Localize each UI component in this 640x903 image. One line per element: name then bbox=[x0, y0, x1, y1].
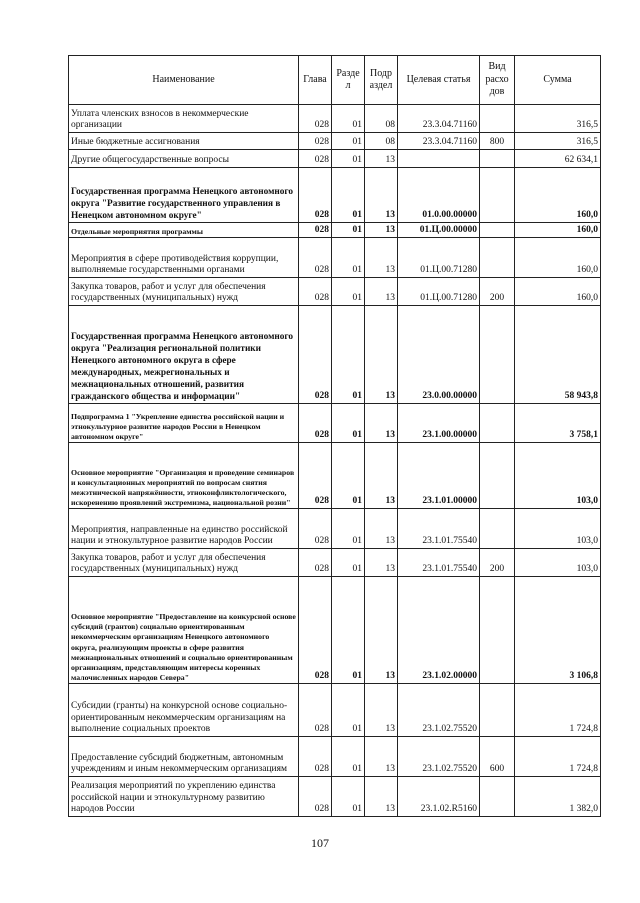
row-razdel: 01 bbox=[332, 150, 365, 168]
row-razdel: 01 bbox=[332, 549, 365, 577]
row-glava: 028 bbox=[299, 133, 332, 150]
row-vid bbox=[480, 777, 515, 817]
row-podrazdel: 13 bbox=[365, 684, 398, 737]
row-sum: 103,0 bbox=[515, 549, 601, 577]
table-row bbox=[69, 443, 601, 509]
row-sum: 160,0 bbox=[515, 168, 601, 223]
row-podrazdel: 13 bbox=[365, 306, 398, 404]
row-target: 01.0.00.00000 bbox=[398, 168, 480, 223]
row-target: 23.1.00.00000 bbox=[398, 404, 480, 443]
row-podrazdel: 13 bbox=[365, 150, 398, 168]
row-name: Мероприятия в сфере противодействия коррупции, выполняемые государственными органами bbox=[69, 238, 299, 278]
row-razdel: 01 bbox=[332, 133, 365, 150]
row-vid bbox=[480, 306, 515, 404]
row-glava: 028 bbox=[299, 577, 332, 684]
row-target: 23.1.02.R5160 bbox=[398, 777, 480, 817]
row-sum: 1 724,8 bbox=[515, 737, 601, 777]
table-row bbox=[69, 105, 601, 133]
table-row bbox=[69, 223, 601, 238]
row-vid bbox=[480, 150, 515, 168]
row-target: 23.1.01.00000 bbox=[398, 443, 480, 509]
header-row bbox=[69, 56, 601, 105]
row-podrazdel: 08 bbox=[365, 105, 398, 133]
table-row bbox=[69, 168, 601, 223]
row-razdel: 01 bbox=[332, 577, 365, 684]
table-row bbox=[69, 238, 601, 278]
row-vid: 200 bbox=[480, 549, 515, 577]
row-podrazdel: 13 bbox=[365, 549, 398, 577]
row-vid bbox=[480, 168, 515, 223]
row-sum: 3 758,1 bbox=[515, 404, 601, 443]
row-sum: 1 382,0 bbox=[515, 777, 601, 817]
row-target: 23.1.02.75520 bbox=[398, 737, 480, 777]
row-sum: 58 943,8 bbox=[515, 306, 601, 404]
row-vid bbox=[480, 223, 515, 238]
header-razdel: Разде л bbox=[332, 56, 365, 105]
row-sum: 160,0 bbox=[515, 238, 601, 278]
row-razdel: 01 bbox=[332, 306, 365, 404]
row-name: Закупка товаров, работ и услуг для обеспечения государственных (муниципальных) нужд bbox=[69, 549, 299, 577]
row-vid bbox=[480, 443, 515, 509]
header-vid: Вид расхо дов bbox=[480, 56, 515, 105]
row-target: 01.Ц.00.00000 bbox=[398, 223, 480, 238]
row-glava: 028 bbox=[299, 168, 332, 223]
row-sum: 160,0 bbox=[515, 278, 601, 306]
table-row bbox=[69, 150, 601, 168]
row-razdel: 01 bbox=[332, 105, 365, 133]
table-row bbox=[69, 549, 601, 577]
row-glava: 028 bbox=[299, 737, 332, 777]
row-name: Уплата членских взносов в некоммерческие организации bbox=[69, 105, 299, 133]
row-podrazdel: 13 bbox=[365, 443, 398, 509]
row-vid bbox=[480, 238, 515, 278]
header-target: Целевая статья bbox=[398, 56, 480, 105]
table-row bbox=[69, 306, 601, 404]
row-podrazdel: 13 bbox=[365, 168, 398, 223]
table-row bbox=[69, 509, 601, 549]
row-podrazdel: 13 bbox=[365, 238, 398, 278]
row-razdel: 01 bbox=[332, 737, 365, 777]
header-glava: Глава bbox=[299, 56, 332, 105]
row-vid: 800 bbox=[480, 133, 515, 150]
row-glava: 028 bbox=[299, 223, 332, 238]
row-name: Другие общегосударственные вопросы bbox=[69, 150, 299, 168]
row-sum: 3 106,8 bbox=[515, 577, 601, 684]
row-glava: 028 bbox=[299, 684, 332, 737]
row-sum: 103,0 bbox=[515, 443, 601, 509]
budget-table bbox=[68, 55, 601, 817]
row-podrazdel: 08 bbox=[365, 133, 398, 150]
row-razdel: 01 bbox=[332, 443, 365, 509]
row-target: 23.3.04.71160 bbox=[398, 105, 480, 133]
row-razdel: 01 bbox=[332, 168, 365, 223]
header-name: Наименование bbox=[69, 56, 299, 105]
row-glava: 028 bbox=[299, 105, 332, 133]
row-glava: 028 bbox=[299, 549, 332, 577]
row-podrazdel: 13 bbox=[365, 577, 398, 684]
row-glava: 028 bbox=[299, 777, 332, 817]
row-podrazdel: 13 bbox=[365, 278, 398, 306]
row-podrazdel: 13 bbox=[365, 777, 398, 817]
row-podrazdel: 13 bbox=[365, 737, 398, 777]
row-sum: 1 724,8 bbox=[515, 684, 601, 737]
row-target: 23.1.02.75520 bbox=[398, 684, 480, 737]
row-name: Государственная программа Ненецкого автономного округа "Развитие государственного управления в Ненецком автономном округе" bbox=[69, 168, 299, 223]
row-name: Реализация мероприятий по укреплению единства российской нации и этнокультурному развитию народов России bbox=[69, 777, 299, 817]
row-razdel: 01 bbox=[332, 238, 365, 278]
row-razdel: 01 bbox=[332, 777, 365, 817]
row-target: 01.Ц.00.71280 bbox=[398, 278, 480, 306]
row-target: 23.3.04.71160 bbox=[398, 133, 480, 150]
table-row bbox=[69, 737, 601, 777]
row-target: 23.0.00.00000 bbox=[398, 306, 480, 404]
row-name: Подпрограмма 1 "Укрепление единства российской нации и этнокультурное развитие народов России в Ненецком автономном округе" bbox=[69, 404, 299, 443]
row-glava: 028 bbox=[299, 238, 332, 278]
row-vid bbox=[480, 577, 515, 684]
header-sum: Сумма bbox=[515, 56, 601, 105]
page-number: 107 bbox=[311, 836, 329, 850]
row-target: 23.1.01.75540 bbox=[398, 549, 480, 577]
row-vid bbox=[480, 684, 515, 737]
row-glava: 028 bbox=[299, 278, 332, 306]
header-podrazdel: Подр аздел bbox=[365, 56, 398, 105]
row-glava: 028 bbox=[299, 404, 332, 443]
row-name: Отдельные мероприятия программы bbox=[69, 223, 299, 238]
row-razdel: 01 bbox=[332, 404, 365, 443]
row-sum: 316,5 bbox=[515, 105, 601, 133]
row-podrazdel: 13 bbox=[365, 404, 398, 443]
row-name: Мероприятия, направленные на единство российской нации и этнокультурное развитие народов России bbox=[69, 509, 299, 549]
row-razdel: 01 bbox=[332, 684, 365, 737]
row-target: 23.1.01.75540 bbox=[398, 509, 480, 549]
row-target: 01.Ц.00.71280 bbox=[398, 238, 480, 278]
table-row bbox=[69, 278, 601, 306]
row-podrazdel: 13 bbox=[365, 509, 398, 549]
row-target: 23.1.02.00000 bbox=[398, 577, 480, 684]
row-glava: 028 bbox=[299, 306, 332, 404]
row-name: Основное мероприятие "Предоставление на конкурсной основе субсидий (грантов) социально ориентированным некоммерческим организациям Ненецкого автономного округа, реализующим проекты в сфере развития межнациональных отношений и социально ориентированным организациям, представляющим интересы коренных малочисленных народов Севера" bbox=[69, 577, 299, 684]
row-sum: 160,0 bbox=[515, 223, 601, 238]
row-podrazdel: 13 bbox=[365, 223, 398, 238]
row-razdel: 01 bbox=[332, 278, 365, 306]
row-name: Предоставление субсидий бюджетным, автономным учреждениям и иным некоммерческим организациям bbox=[69, 737, 299, 777]
row-vid bbox=[480, 404, 515, 443]
row-name: Субсидии (гранты) на конкурсной основе социально-ориентированным некоммерческим организациям на выполнение социальных проектов bbox=[69, 684, 299, 737]
row-sum: 62 634,1 bbox=[515, 150, 601, 168]
row-sum: 103,0 bbox=[515, 509, 601, 549]
row-name: Основное мероприятие "Организация и проведение семинаров и консультационных мероприятий по вопросам снятия межэтнической напряжённости, этноконфликтологического, искоренению проявлений экстремизма, национальной розни" bbox=[69, 443, 299, 509]
row-glava: 028 bbox=[299, 443, 332, 509]
table-row bbox=[69, 777, 601, 817]
row-sum: 316,5 bbox=[515, 133, 601, 150]
row-glava: 028 bbox=[299, 509, 332, 549]
table-row bbox=[69, 577, 601, 684]
row-vid: 200 bbox=[480, 278, 515, 306]
row-name: Закупка товаров, работ и услуг для обеспечения государственных (муниципальных) нужд bbox=[69, 278, 299, 306]
row-name: Государственная программа Ненецкого автономного округа "Реализация региональной политики Ненецкого автономного округа в сфере международных, межрегиональных и межнациональных отношений, развития гражданского общества и информации" bbox=[69, 306, 299, 404]
table-row bbox=[69, 684, 601, 737]
row-vid bbox=[480, 105, 515, 133]
row-target bbox=[398, 150, 480, 168]
table-row bbox=[69, 133, 601, 150]
table-row bbox=[69, 404, 601, 443]
row-name: Иные бюджетные ассигнования bbox=[69, 133, 299, 150]
row-razdel: 01 bbox=[332, 223, 365, 238]
row-razdel: 01 bbox=[332, 509, 365, 549]
row-vid bbox=[480, 509, 515, 549]
row-vid: 600 bbox=[480, 737, 515, 777]
row-glava: 028 bbox=[299, 150, 332, 168]
